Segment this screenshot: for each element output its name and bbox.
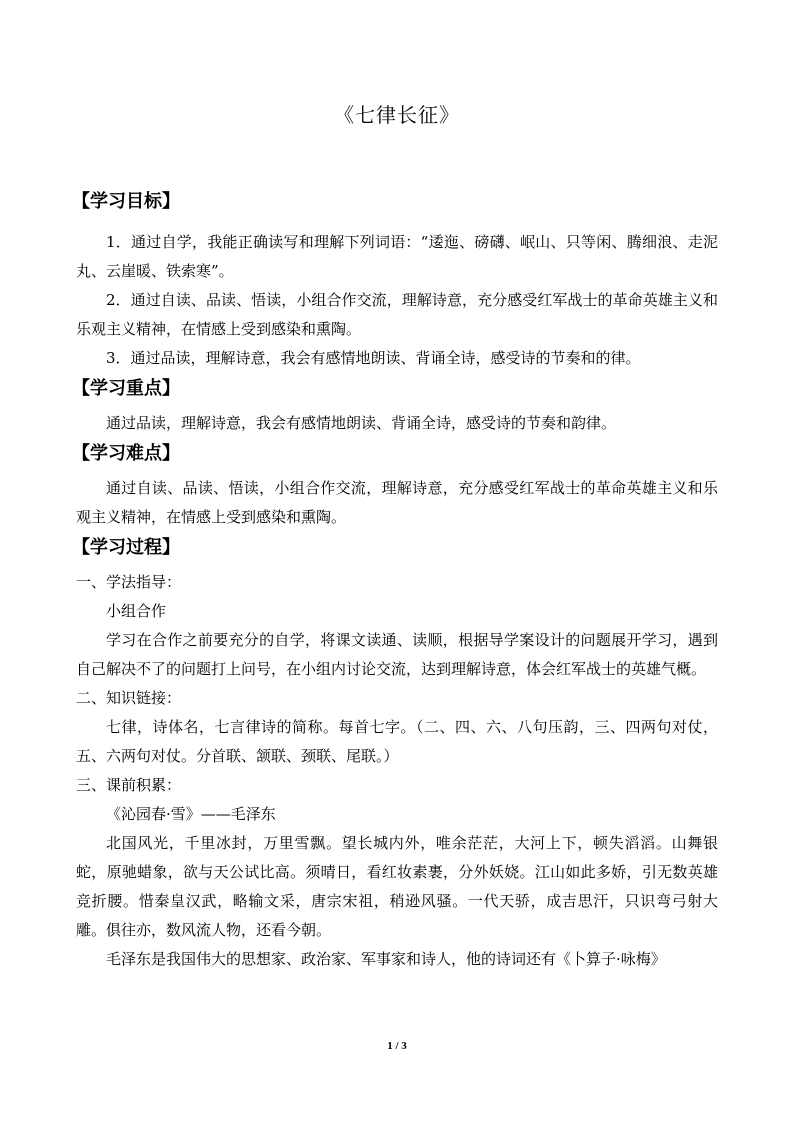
process-part2-title: 二、知识链接：: [76, 689, 182, 707]
process-part1-title: 一、学法指导：: [76, 573, 182, 591]
poem-title: 《沁园春·雪》——毛泽东: [106, 805, 276, 823]
process-part3-title: 三、课前积累：: [76, 776, 182, 794]
goal-item-2: 2．通过自读、品读、悟读，小组合作交流，理解诗意，充分感受红军战士的革命英雄主义和乐观主义精神，在情感上受到感染和熏陶。: [76, 291, 718, 338]
section-heading-process: 【学习过程】: [72, 537, 180, 558]
section-heading-difficulty: 【学习难点】: [72, 443, 180, 464]
author-note: 毛泽东是我国伟大的思想家、政治家、军事家和诗人，他的诗词还有《卜算子·咏梅》: [106, 950, 666, 968]
document-body: [72, 186, 718, 974]
process-part2-text: 七律，诗体名，七言律诗的简称。每首七字。（二、四、六、八句压韵，三、四两句对仗，五、六两句对仗。分首联、颔联、颈联、尾联。）: [76, 718, 718, 765]
page-indicator: 1 / 3: [387, 1040, 407, 1052]
goal-item-3: 3．通过品读，理解诗意，我会有感情地朗读、背诵全诗，感受诗的节奏和的律。: [106, 349, 641, 367]
poem-text: 北国风光，千里冰封，万里雪飘。望长城内外，唯余茫茫，大河上下，顿失滔滔。山舞银蛇，原驰蜡象，欲与天公试比高。须晴日，看红妆素裹，分外妖娆。江山如此多娇，引无数英雄竞折腰。惜秦皇汉武，略输文采，唐宗宋祖，稍逊风骚。一代天骄，成吉思汗，只识弯弓射大雕。俱往亦，数风流人物，还看今朝。: [76, 834, 718, 939]
document-title: 《七律长征》: [334, 103, 460, 127]
process-part1-subtitle: 小组合作: [106, 602, 167, 620]
process-part1-text: 学习在合作之前要充分的自学，将课文读通、读顺，根据导学案设计的问题展开学习，遇到自己解决不了的问题打上问号，在小组内讨论交流，达到理解诗意，体会红军战士的英雄气概。: [76, 631, 718, 678]
difficulty-text: 通过自读、品读、悟读，小组合作交流，理解诗意，充分感受红军战士的革命英雄主义和乐观主义精神，在情感上受到感染和熏陶。: [76, 479, 718, 526]
goal-item-1: 1．通过自学，我能正确读写和理解下列词语：“逶迤、磅礴、岷山、只等闲、腾细浪、走泥丸、云崖暖、铁索寒”。: [76, 233, 718, 280]
section-heading-focus: 【学习重点】: [72, 378, 180, 399]
section-heading-goals: 【学习目标】: [72, 191, 180, 212]
focus-text: 通过品读，理解诗意，我会有感情地朗读、背诵全诗，感受诗的节奏和韵律。: [106, 414, 617, 432]
